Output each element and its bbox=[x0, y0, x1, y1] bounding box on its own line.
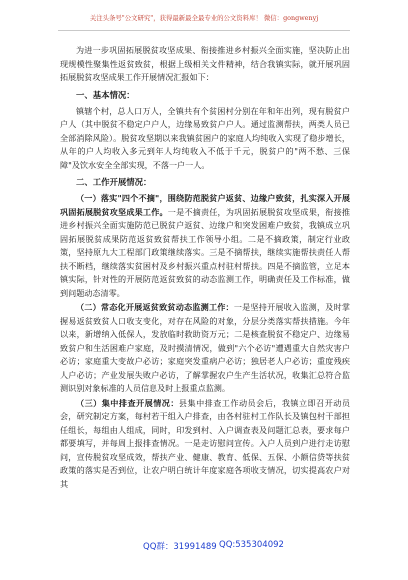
item-1-paragraph bbox=[60, 192, 350, 300]
intro-paragraph: 为进一步巩固拓展脱贫攻坚成果、衔接推进乡村振兴全面实施，坚决防止出现规模性聚集性返贫致贫，根据上级相关文件精神，结合我镇实际，就开展巩固拓展脱贫攻坚成果工作开展情况汇报如下： bbox=[60, 45, 350, 82]
item-1-title: （一）落实"四个不摘"，围绕防范脱贫户返贫、边缘户致贫，扎实深入开展巩固拓展脱贫攻坚成果工作。 bbox=[60, 193, 350, 217]
section-1-heading: 一、基本情况： bbox=[76, 89, 135, 100]
document-body bbox=[60, 44, 350, 492]
footer-qq-group: QQ群：31991489 bbox=[143, 542, 217, 552]
header-promo-text: 关注头条号"公文研究"，获得最新最全最专业的公文资料库！ 微信：gongwenyj bbox=[89, 14, 319, 22]
item-1-text: 一是不摘责任，为巩固拓展脱贫攻坚成果，衔接推进乡村振兴全面实施防范已脱贫户返贫、边缘户和突发困难户致贫，我镇成立巩固拓展脱贫成果防范返贫致贫帮扶工作领导小组。二是不摘政策，制定行业政策，坚持原九大工程部门政策继续落实。三是不摘帮扶，继续实施帮扶责任人帮扶不断档，继续落实贫困村及乡村振兴重点村驻村帮扶。四是不摘监管，立足本镇实际，针对性的开展防范返贫致贫的动态监测工作，明确责任及工作标准，做到问题动态清零。 bbox=[60, 206, 350, 298]
item-2-paragraph bbox=[60, 301, 350, 396]
section-1-paragraph: 镇辖个村，总人口万人，全镇共有个贫困村分别在年和年出列，现有脱贫户户人（其中脱贫不稳定户户人，边缘易致贫户户人。通过监测帮扶，两类人员已全部消除风险）。脱贫攻坚期以来我镇贫困户的家庭人均纯收入实现了稳步增长，从年的户人均收入多元到年人均纯收入不低于千元，脱贫户的"两不愁、三保障"及饮水安全全部实现，不落一户一人。 bbox=[60, 105, 350, 170]
footer-qq-contact: QQ:535304092 bbox=[219, 540, 284, 550]
item-3-title: （三）集中排查开展情况： bbox=[76, 397, 179, 408]
item-2-text: 一是坚持开展收入监测，及时掌握易返贫致贫人口收支变化，对存在风险的对象，分层分类落实帮扶措施。今年以来，新增纳入低保人，发放临时救助资万元；二是核查脱贫不稳定户、边缘易致贫户和生活困难户家庭，及时摸清情况，做到"六个必访"遭遇重大自然灾害户必访；家庭重大变故户必访；家庭突发重病户必访；独居老人户必访；重度残疾人户必访；产业发展失败户必访，了解掌握农户生产生活状况，收集汇总符合监测识别对象标准的人员信息及时上报重点监测。 bbox=[60, 302, 350, 393]
page-header bbox=[58, 12, 350, 31]
section-2-heading: 二、工作开展情况： bbox=[76, 177, 152, 187]
item-3-text: 县集中排查工作动员会后，我镇立即召开动员会，研究制定方案，每村若干组入户排查，由各村驻村工作队长及镇包村干部担任组长，每组由人组成，同时，印发到村、入户调查表及问题汇总表，要求每户都要填写，并每周上报排查情况。一是走访慰问宣传。入户人员到户进行走访慰问，宣传脱贫攻坚成效，帮扶产业、健康、教育、低保、五保、小额信贷等扶贫政策的落实是否到位，让农户明白统计年度家庭各项收支情况，切实提高农户对其 bbox=[60, 397, 350, 489]
item-3-paragraph bbox=[60, 397, 350, 492]
item-2-title: （二）常态化开展返贫致贫动态监测工作： bbox=[76, 302, 234, 312]
